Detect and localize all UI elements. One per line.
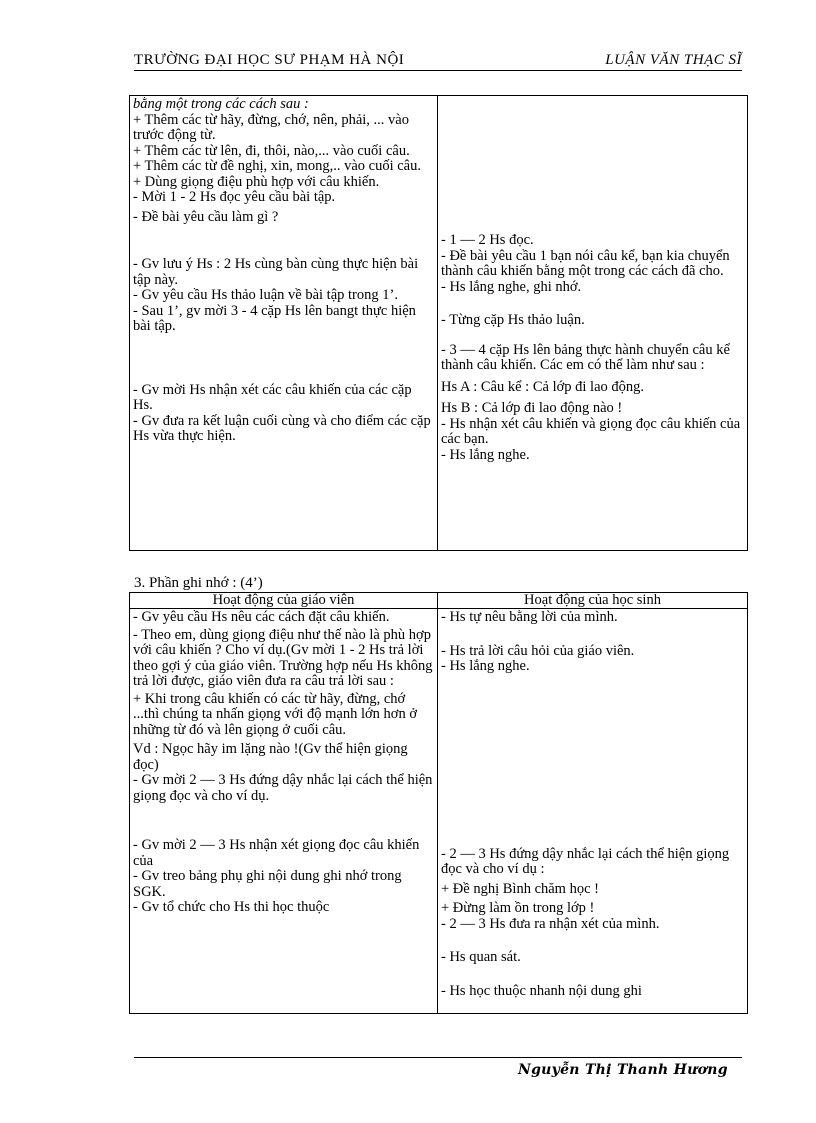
text-line: - Sau 1’, gv mời 3 - 4 cặp Hs lên bangt thực hiện bài tập.: [133, 302, 416, 334]
text-line: - Gv lưu ý Hs : 2 Hs cùng bàn cùng thực hiện bài tập này.: [133, 256, 419, 288]
text-line: - Đề bài yêu cầu làm gì ?: [133, 208, 279, 225]
text-line: - Hs lắng nghe, ghi nhớ.: [441, 278, 582, 295]
text-line: - Hs học thuộc nhanh nội dung ghi: [441, 982, 642, 999]
text-line: - Mời 1 - 2 Hs đọc yêu cầu bài tập.: [133, 189, 336, 205]
text-line: + Khi trong câu khiến có các từ hãy, đừng, chớ ...thì chúng ta nhấn giọng với độ mạnh lớn hơn ở những từ đó và lên giọng ở cuối câu.: [133, 690, 417, 738]
activity-table-1: [129, 95, 748, 551]
text-line: - Hs nhận xét câu khiến và giọng đọc câu khiến của các bạn.: [441, 415, 741, 447]
activity-table-2: [129, 592, 748, 1014]
teacher-column: [130, 96, 438, 551]
student-column: [438, 609, 748, 1014]
text-line: - Gv mời 2 — 3 Hs nhận xét giọng đọc câu khiến của: [133, 837, 420, 869]
text-line: - Từng cặp Hs thảo luận.: [441, 312, 585, 328]
text-line: + Đừng làm ồn trong lớp !: [441, 900, 595, 916]
teacher-column-header: Hoạt động của giáo viên: [130, 593, 438, 609]
text-line: - Gv mời 2 — 3 Hs đứng dậy nhắc lại cách thể hiện giọng đọc và cho ví dụ.: [133, 772, 433, 804]
text-line: - Theo em, dùng giọng điệu như thế nào là phù hợp với câu khiến ? Cho ví dụ.(Gv mời 1 - 2 Hs trả lời theo gợi ý của giáo viên. Trường hợp nếu Hs không trả lời được, giáo viên đưa ra câu trả lời sau :: [133, 626, 433, 689]
text-line: Vd : Ngọc hãy im lặng nào !(Gv thể hiện giọng đọc): [133, 741, 408, 773]
text-line: - Gv yêu cầu Hs nêu các cách đặt câu khiến.: [133, 609, 390, 625]
footer-divider: [134, 1057, 742, 1058]
teacher-column: [130, 609, 438, 1014]
header-thesis: LUẬN VĂN THẠC SĨ: [605, 52, 742, 68]
text-line: - 2 — 3 Hs đứng dậy nhắc lại cách thể hiện giọng đọc và cho ví dụ :: [441, 845, 730, 877]
section-title: 3. Phần ghi nhớ : (4’): [134, 575, 263, 591]
text-line: - Gv treo bảng phụ ghi nội dung ghi nhớ trong SGK.: [133, 868, 402, 900]
text-line: - Hs tự nêu bằng lời của mình.: [441, 609, 618, 625]
text-line: Hs B : Cả lớp đi lao động nào !: [441, 400, 623, 416]
header-school: TRƯỜNG ĐẠI HỌC SƯ PHẠM HÀ NỘI: [134, 52, 405, 68]
text-line: - Đề bài yêu cầu 1 bạn nói câu kể, bạn kia chuyển thành câu khiến bằng một trong các cách đã cho.: [441, 247, 730, 279]
text-line: bằng một trong các cách sau :: [133, 96, 309, 112]
text-line: - Hs quan sát.: [441, 949, 521, 965]
text-line: - Gv đưa ra kết luận cuối cùng và cho điểm các cặp Hs vừa thực hiện.: [133, 412, 431, 444]
text-line: + Thêm các từ đề nghị, xin, mong,.. vào cuối câu.: [133, 158, 421, 174]
page-header: [134, 52, 742, 71]
student-column-header: Hoạt động của học sinh: [438, 593, 748, 609]
text-line: - Hs lắng nghe.: [441, 658, 530, 674]
text-line: - Gv yêu cầu Hs thảo luận về bài tập trong 1’.: [133, 287, 398, 303]
author-signature: Nguyễn Thị Thanh Hương: [518, 1062, 728, 1078]
text-line: + Dùng giọng điệu phù hợp với câu khiến.: [133, 173, 380, 190]
text-line: - Gv mời Hs nhận xét các câu khiến của các cặp Hs.: [133, 381, 412, 413]
text-line: - Gv tổ chức cho Hs thi học thuộc: [133, 899, 330, 915]
text-line: - 3 — 4 cặp Hs lên bảng thực hành chuyển câu kể thành câu khiến. Các em có thể làm như sau :: [441, 341, 730, 373]
text-line: - 1 — 2 Hs đọc.: [441, 232, 534, 248]
text-line: - Hs trả lời câu hỏi của giáo viên.: [441, 642, 635, 659]
text-line: + Thêm các từ lên, đi, thôi, nào,... vào cuối câu.: [133, 142, 410, 159]
text-line: - Hs lắng nghe.: [441, 446, 530, 463]
text-line: + Đề nghị Bình chăm học !: [441, 880, 599, 897]
text-line: + Thêm các từ hãy, đừng, chớ, nên, phải, ... vào trước động từ.: [133, 111, 409, 143]
text-line: Hs A : Câu kể : Cả lớp đi lao động.: [441, 378, 645, 395]
text-line: - 2 — 3 Hs đưa ra nhận xét của mình.: [441, 915, 660, 932]
student-column: [438, 96, 748, 551]
